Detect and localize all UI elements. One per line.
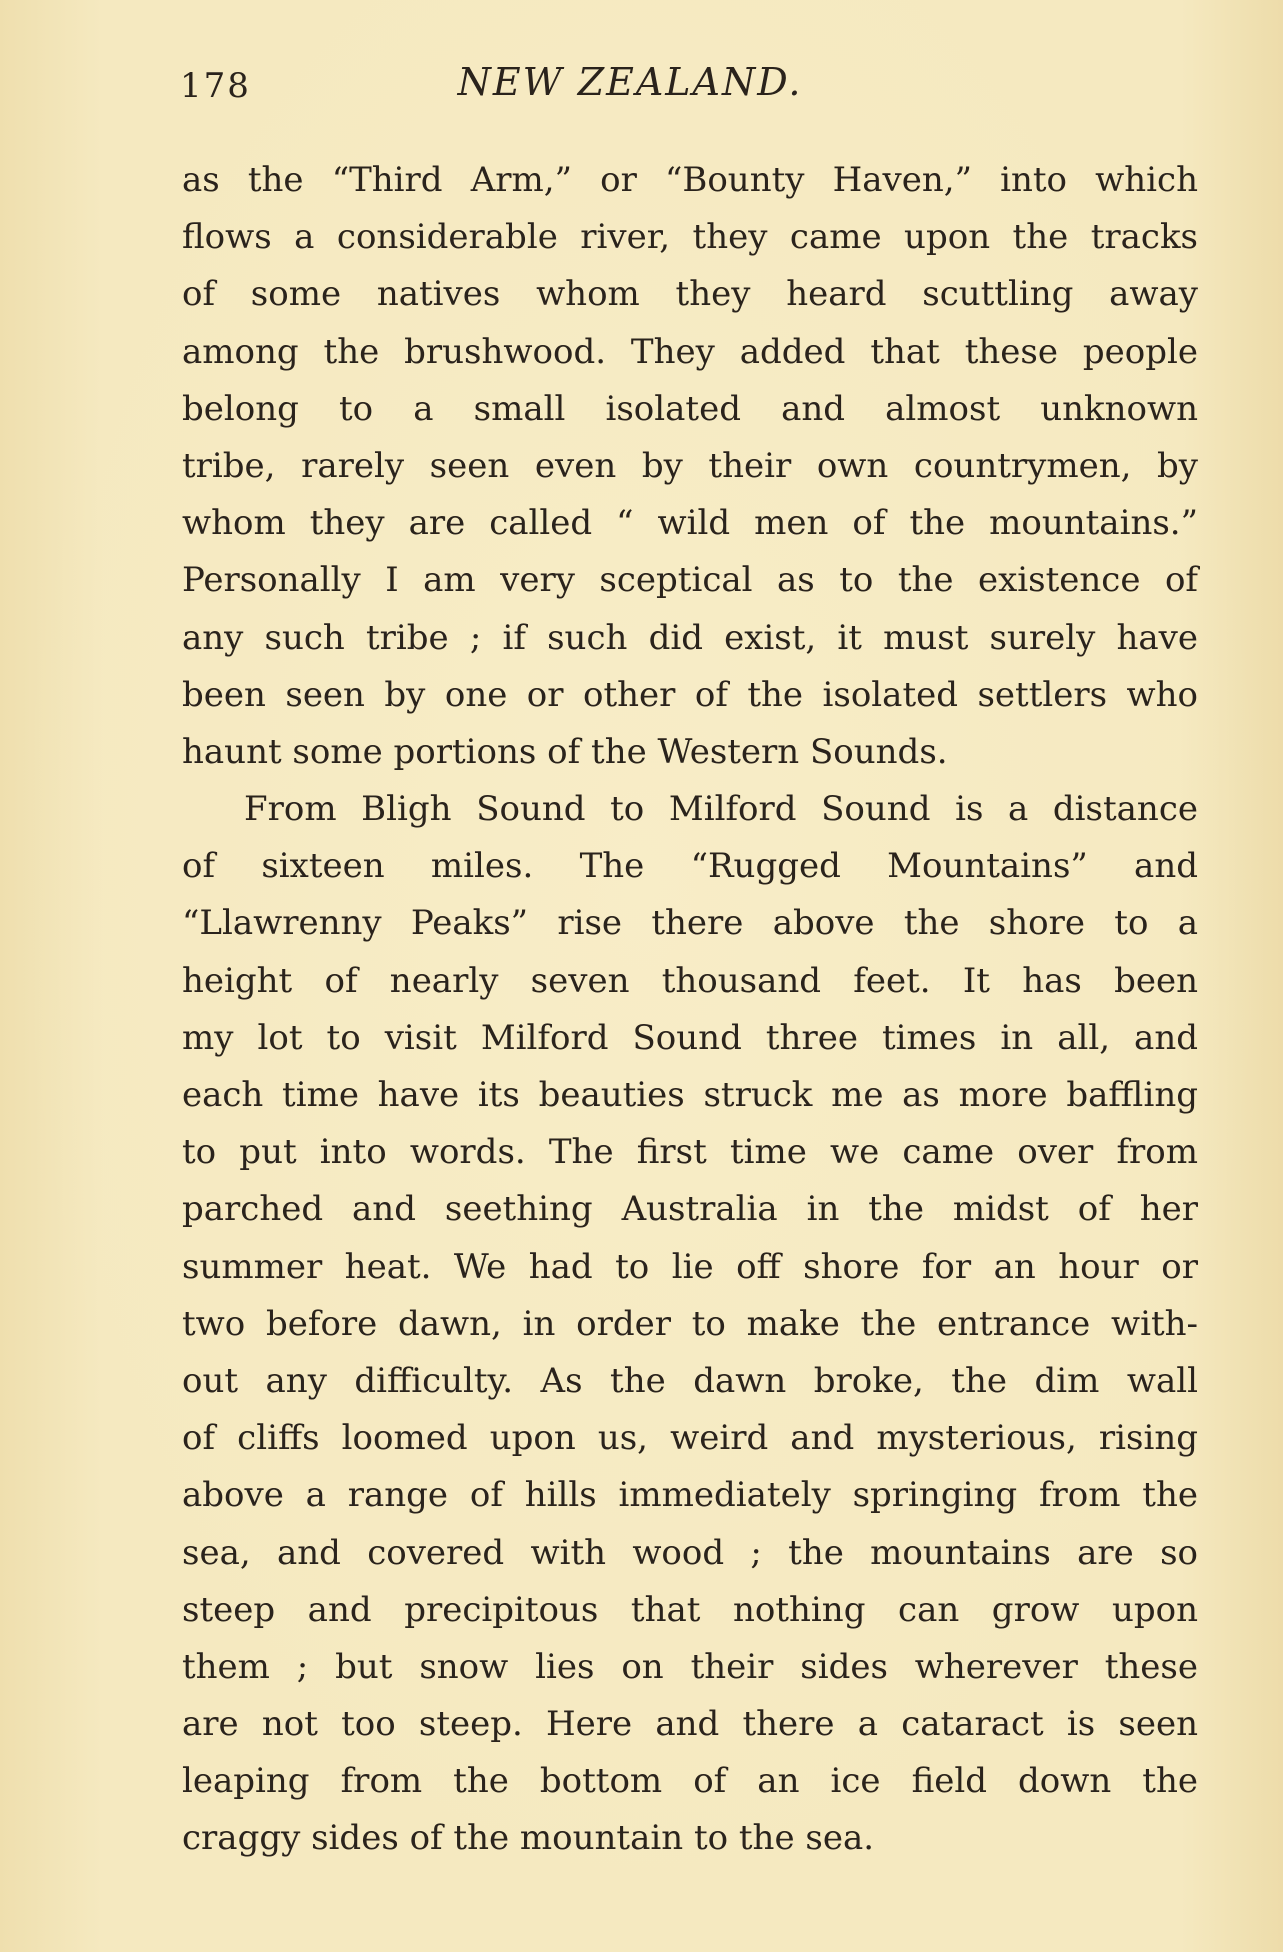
text-line: parched and seething Australia in the midst of her <box>182 1189 1198 1230</box>
text-line: each time have its beauties struck me as more baffling <box>182 1075 1198 1115</box>
text-line: two before dawn, in order to make the entrance with- <box>182 1303 1198 1344</box>
text-line: among the brushwood. They added that these people <box>182 331 1198 372</box>
text-line: my lot to visit Milford Sound three times in all, and <box>182 1017 1198 1058</box>
text-line: From Bligh Sound to Milford Sound is a distance <box>244 789 1198 830</box>
text-line: summer heat. We had to lie off shore for an hour or <box>182 1246 1198 1287</box>
text-line: to put into words. The first time we came over from <box>182 1132 1198 1173</box>
text-line: are not too steep. Here and there a cataract is seen <box>182 1704 1198 1745</box>
text-line: belong to a small isolated and almost unknown <box>182 388 1198 429</box>
text-line: height of nearly seven thousand feet. It has been <box>182 960 1198 1001</box>
text-line: haunt some portions of the Western Sounds. <box>182 731 948 772</box>
running-title: NEW ZEALAND. <box>457 60 803 104</box>
body-text <box>182 152 1198 1868</box>
text-line: Personally I am very sceptical as to the existence of <box>182 560 1198 601</box>
text-line: out any difficulty. As the dawn broke, the dim wall <box>182 1360 1198 1401</box>
text-line: of sixteen miles. The “Rugged Mountains” and <box>182 846 1198 887</box>
text-line: above a range of hills immediately springing from the <box>182 1475 1198 1516</box>
paragraph-2 <box>182 781 1198 1868</box>
page-number: 178 <box>180 66 251 106</box>
text-line: of some natives whom they heard scuttling away <box>182 274 1198 315</box>
text-line: flows a considerable river, they came upon the tracks <box>182 217 1198 258</box>
text-line: of cliffs loomed upon us, weird and mysterious, rising <box>182 1418 1198 1459</box>
paragraph-1 <box>182 152 1198 781</box>
text-line: tribe, rarely seen even by their own countrymen, by <box>182 445 1198 486</box>
text-line: any such tribe ; if such did exist, it must surely have <box>182 617 1198 658</box>
text-line: them ; but snow lies on their sides wherever these <box>182 1646 1198 1687</box>
text-line: “Llawrenny Peaks” rise there above the shore to a <box>182 903 1198 944</box>
text-line: sea, and covered with wood ; the mountains are so <box>182 1532 1198 1573</box>
text-line: craggy sides of the mountain to the sea. <box>182 1818 875 1859</box>
text-line: leaping from the bottom of an ice field down the <box>182 1761 1198 1802</box>
page-header <box>180 60 1080 110</box>
text-line: whom they are called “ wild men of the mountains.” <box>182 503 1198 544</box>
text-line: been seen by one or other of the isolated settlers who <box>182 674 1198 715</box>
text-line: steep and precipitous that nothing can grow upon <box>182 1589 1198 1630</box>
text-line: as the “Third Arm,” or “Bounty Haven,” into which <box>182 160 1198 200</box>
